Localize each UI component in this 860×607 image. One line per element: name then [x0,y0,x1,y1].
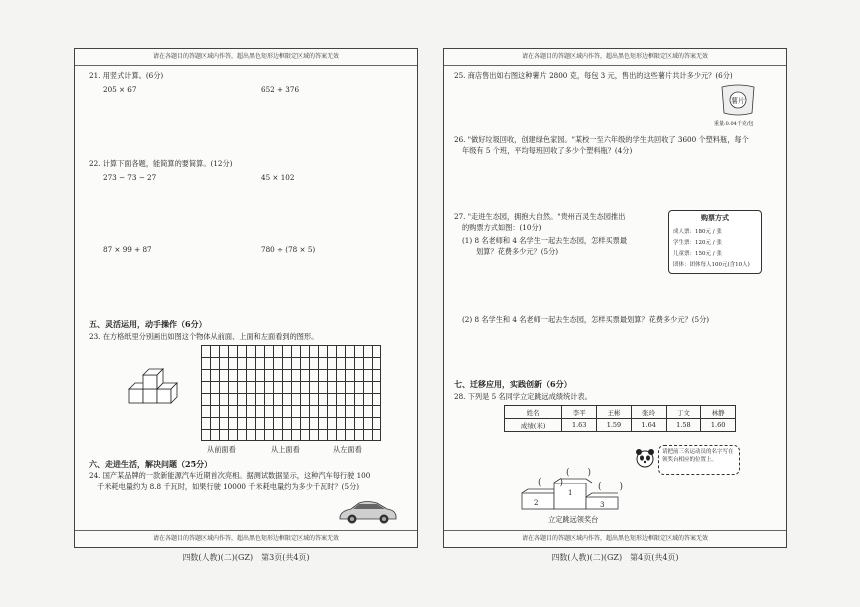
q22-c: 87 × 99 + 87 [103,245,152,254]
page-number-left: 四数(人教)(二)(GZ) 第3页(共4页) [182,553,310,562]
q22-title: 22. 计算下面各题，能简算的要简算。(12分) [89,159,233,168]
ticket-line: 团体：团体每人100元(含10人) [673,262,750,268]
podium-3: 3 [600,501,605,509]
view-top: 从上面看 [271,445,300,454]
svg-text:( ): ( ) [598,482,624,492]
table-header: 张玲 [631,406,666,419]
q22-a: 273 − 73 − 27 [103,173,157,182]
q24-line2: 千米耗电量约为 8.8 千瓦时，如果行驶 10000 千米耗电量约为多少千瓦时？(5分) [97,482,360,491]
podium-figure [514,467,624,515]
table-cell: 1.63 [562,419,597,432]
ticket-line: 成人票：180元 / 张 [673,229,722,235]
q21-b: 652 + 376 [261,85,300,94]
table-cell: 1.60 [701,419,736,432]
podium-2: 2 [534,499,539,507]
section-5-title: 五、灵活运用，动手操作（6分） [89,319,207,329]
q21-a: 205 × 67 [103,85,137,94]
ticket-box [668,210,762,274]
header-notice: 请在各题目的答题区域内作答，超出黑色矩形边框限定区域的答案无效 [75,49,417,66]
svg-text:( ): ( ) [538,478,564,488]
ticket-line: 学生票：120元 / 张 [673,240,722,246]
panda-text: 请把前三名运动员的名字写在领奖台相应的位置上。 [662,449,734,463]
footer-notice: 请在各题目的答题区域内作答，超出黑色矩形边框限定区域的答案无效 [444,530,786,547]
svg-text:薯片: 薯片 [731,97,745,105]
section-7-title: 七、迁移应用，实践创新（6分） [454,379,572,389]
q24-line1: 24. 国产某品牌的一款新能源汽车近期首次亮相。据测试数据显示，这种汽车每行驶 100 [89,471,371,480]
footer-notice: 请在各题目的答题区域内作答，超出黑色矩形边框限定区域的答案无效 [75,530,417,547]
q27-1b: 划算？花费多少元？(5分) [476,247,559,256]
svg-text:( ): ( ) [566,468,592,478]
q27-2: (2) 8 名学生和 4 名老师一起去生态园，怎样买票最划算？花费多少元？(5分) [462,315,710,324]
q26-line2: 年级有 5 个班，平均每班回收了多少个塑料瓶？(4分) [462,146,633,155]
ticket-line: 儿童票：150元 / 张 [673,251,722,257]
table-header: 王彬 [597,406,632,419]
row-label: 成绩(米) [505,419,562,432]
q22-b: 45 × 102 [261,173,295,182]
view-left: 从左面看 [333,445,362,454]
table-cell: 1.59 [597,419,632,432]
header-notice: 请在各题目的答题区域内作答，超出黑色矩形边框限定区域的答案无效 [444,49,786,66]
table-header: 丁文 [666,406,701,419]
panda-icon [634,447,656,469]
ticket-title: 购票方式 [701,213,729,222]
table-cell: 1.64 [631,419,666,432]
cube-figure [123,367,183,409]
chips-weight: 重量:0.04千克/包 [714,121,754,127]
view-front: 从前面看 [207,445,236,454]
left-page [74,48,418,548]
table-header: 姓名 [505,406,562,419]
section-6-title: 六、走进生活，解决问题（25分） [89,459,213,469]
podium-caption: 立定跳远领奖台 [548,515,599,524]
q27-line2: 的购票方式如图：(10分) [462,223,542,232]
q27-line1: 27. "走进生态园，拥抱大自然。"贵州百灵生态园推出 [454,212,626,221]
q27-1a: (1) 8 名老师和 4 名学生一起去生态园，怎样买票最 [462,236,628,245]
right-page [443,48,787,548]
q21-title: 21. 用竖式计算。(6分) [89,71,164,80]
table-row [505,419,736,432]
podium-1: 1 [568,489,573,497]
q28-text: 28. 下列是 5 名同学立定跳远成绩统计表。 [454,392,592,401]
drawing-grid[interactable] [201,345,381,441]
table-header-row [505,406,736,419]
speech-bubble [658,445,740,475]
q25-text: 25. 商店售出如右图这种薯片 2800 克，每包 3 元，售出的这些薯片共计多少元？(6分) [454,71,733,80]
car-icon [337,497,399,525]
page-number-right: 四数(人教)(二)(GZ) 第4页(共4页) [551,553,679,562]
q23-text: 23. 在方格纸里分别画出如图这个物体从前面、上面和左面看到的图形。 [89,332,319,341]
q22-d: 780 ÷ (78 × 5) [261,245,316,254]
table-header: 林静 [701,406,736,419]
table-cell: 1.58 [666,419,701,432]
chips-bag-icon [718,83,758,117]
score-table [504,405,736,432]
q26-line1: 26. "做好垃圾回收，创建绿色家园。"某校一至六年级的学生共回收了 3600 个塑料瓶，每个 [454,135,749,144]
table-header: 李平 [562,406,597,419]
